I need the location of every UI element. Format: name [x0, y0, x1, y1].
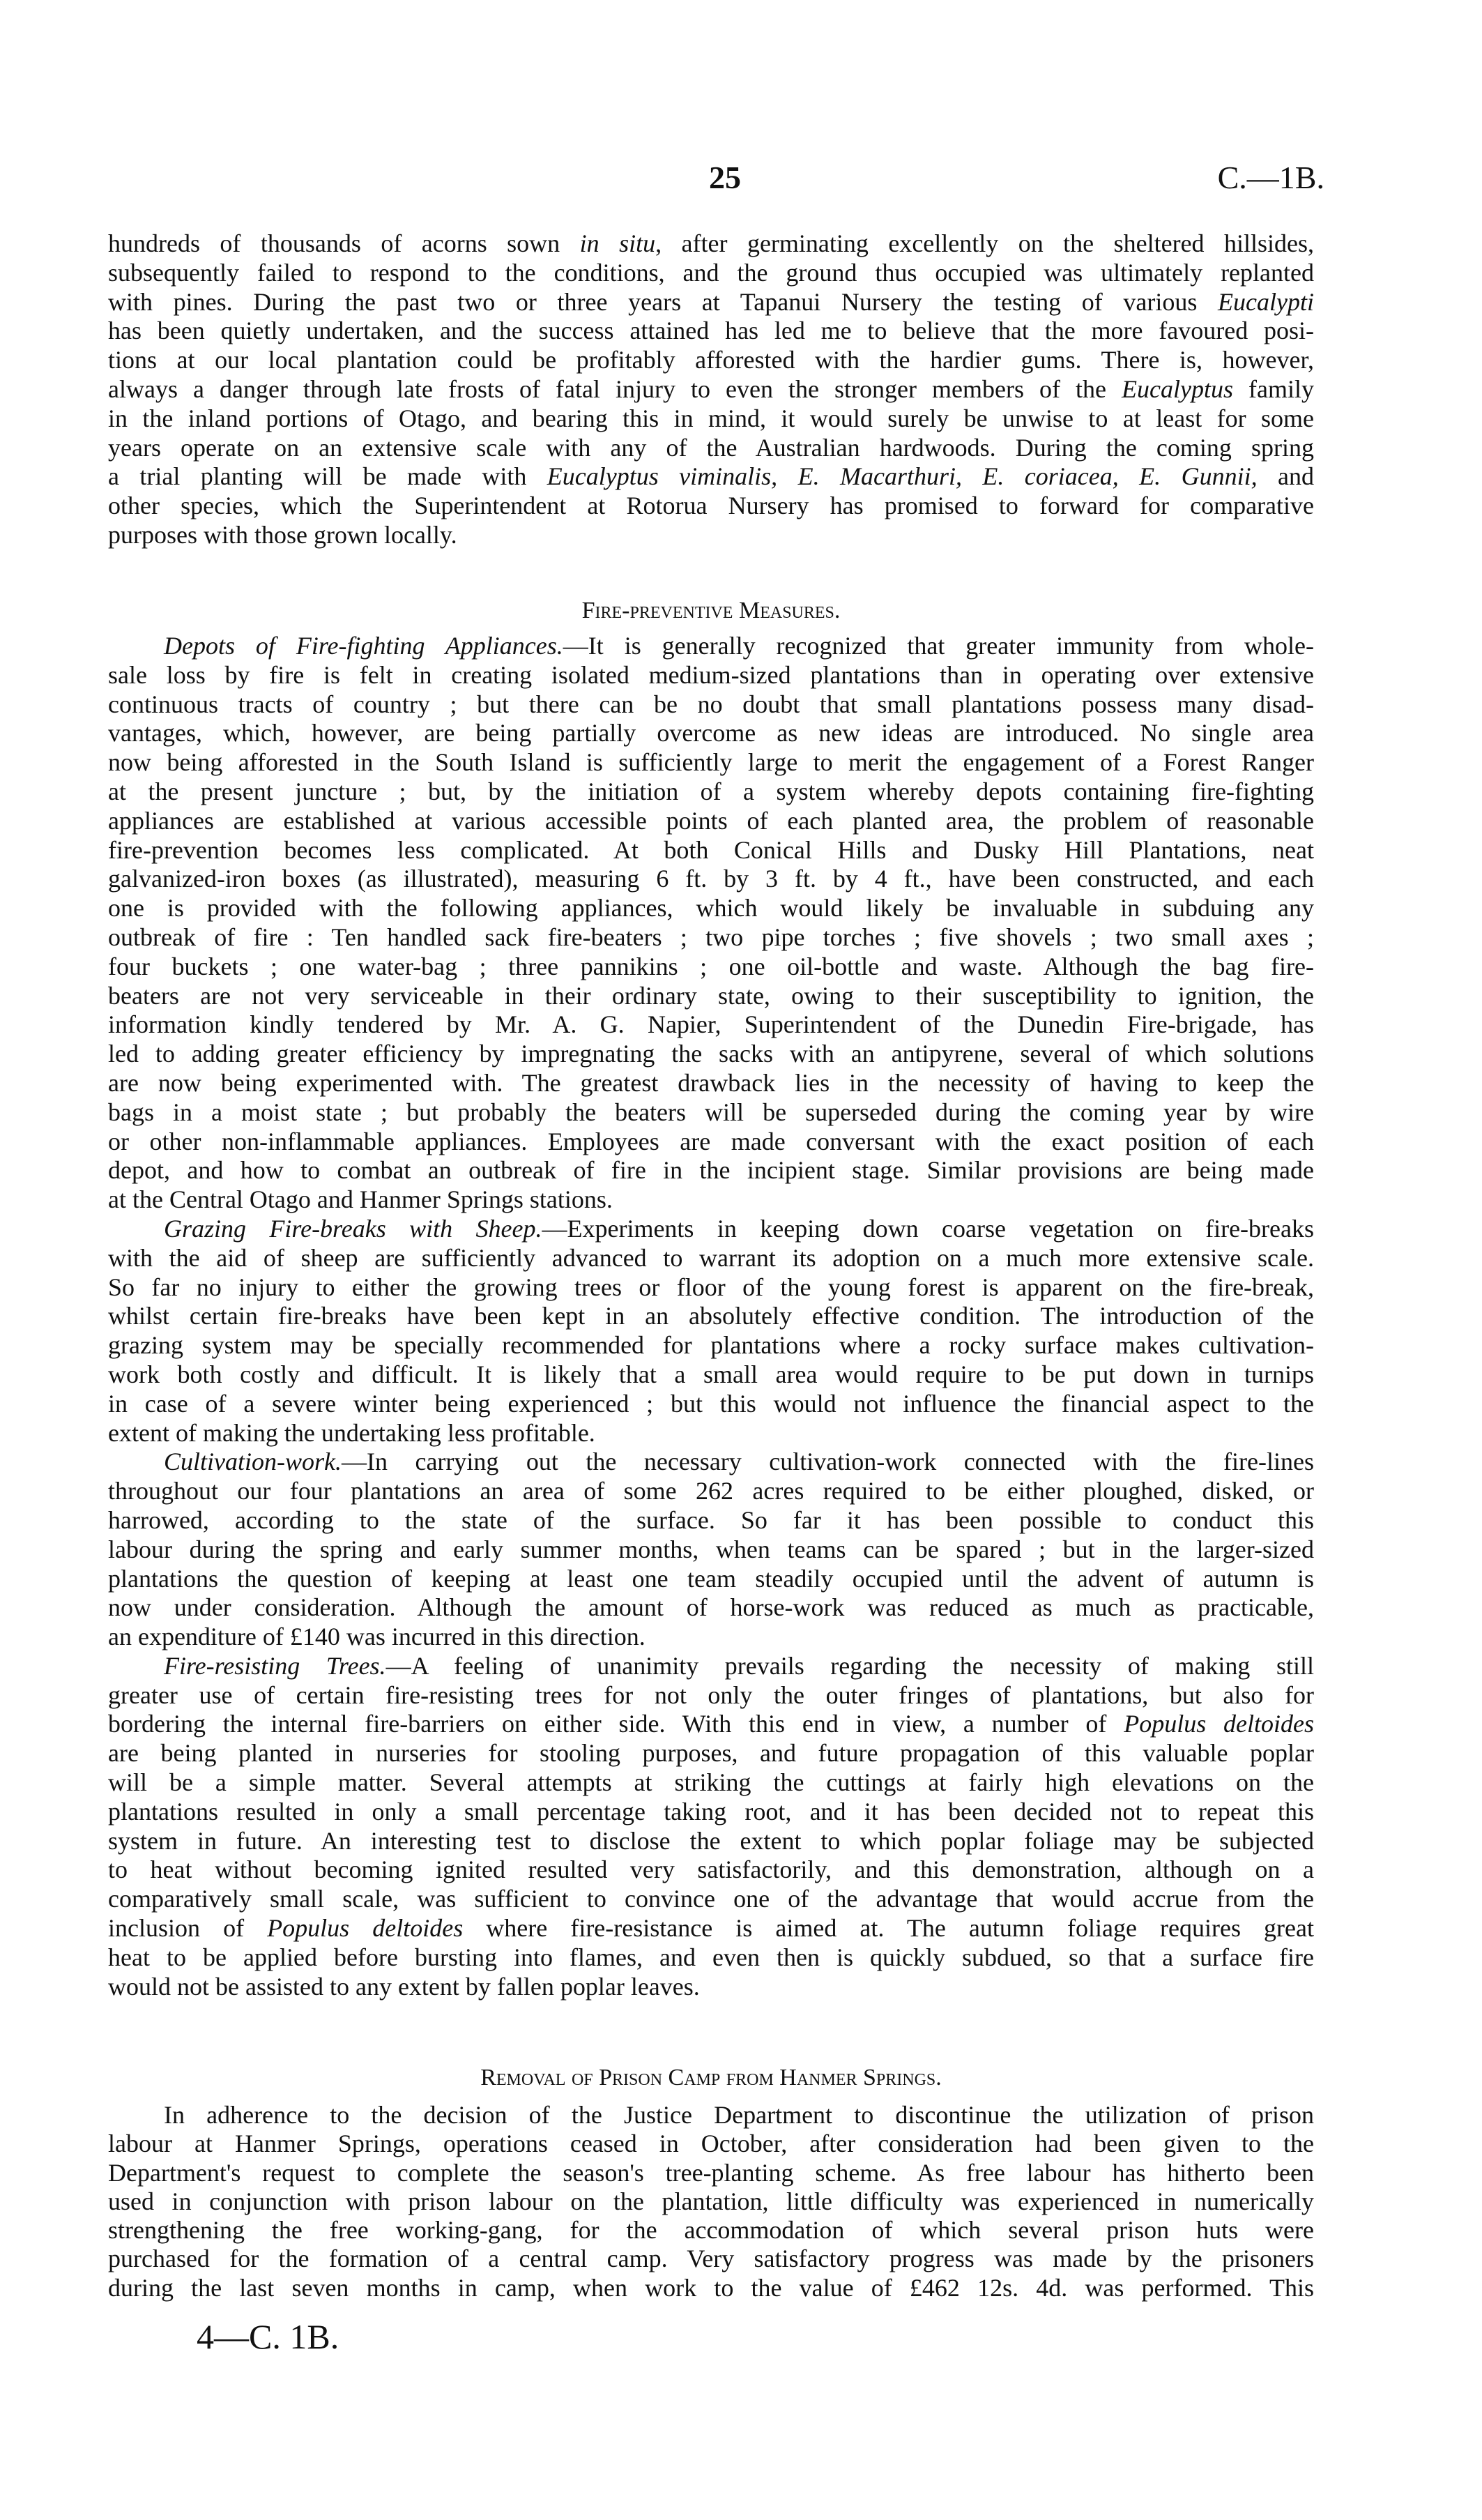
- text-line: [108, 2245, 1314, 2273]
- fire-section-body: [108, 632, 1314, 2001]
- text-line: [108, 1768, 1314, 1798]
- text-line: [108, 1506, 1314, 1535]
- text-run: where fire-resistance is aimed at. The autumn foliage requires great: [463, 1914, 1314, 1943]
- text-line: [108, 1302, 1314, 1331]
- text-run: sale loss by fire is felt in creating isolated medium-sized plantations than in operating over extensive: [108, 660, 1314, 689]
- italic-text: in situ: [579, 229, 656, 257]
- text-line: [108, 229, 1314, 259]
- text-run: at the present juncture ; but, by the initiation of a system whereby depots containing fire-fighting: [108, 777, 1314, 805]
- text-line: [108, 748, 1314, 777]
- text-line: [108, 1156, 1314, 1185]
- text-run: grazing system may be specially recommended for plantations where a rocky surface makes cultivation-: [108, 1331, 1314, 1360]
- text-run: subsequently failed to respond to the conditions, and the ground thus occupied was ultimately replanted: [108, 258, 1314, 287]
- text-line: [108, 1535, 1314, 1565]
- text-run: continuous tracts of country ; but there can be no doubt that small plantations possess many disad-: [108, 690, 1314, 718]
- text-run: purposes with those grown locally.: [108, 520, 457, 549]
- text-line: [108, 404, 1314, 434]
- text-run: work both costly and difficult. It is likely that a small area would require to be put down in turnips: [108, 1360, 1314, 1388]
- text-line: [108, 1273, 1314, 1303]
- text-run: labour during the spring and early summer months, when teams can be spared ; but in the larger-sized: [108, 1535, 1314, 1563]
- italic-text: Grazing Fire-breaks with Sheep.: [164, 1214, 542, 1243]
- italic-text: Fire-resisting Trees.: [164, 1651, 386, 1680]
- text-line: [108, 492, 1314, 521]
- text-run: inclusion of: [108, 1914, 268, 1943]
- text-line: [108, 434, 1314, 463]
- text-run: depot, and how to combat an outbreak of fire in the incipient stage. Similar provisions are being made: [108, 1156, 1314, 1185]
- text-run: —It is generally recognized that greater immunity from whole-: [563, 632, 1315, 660]
- text-line: [108, 2159, 1314, 2187]
- text-run: are being planted in nurseries for stooling purposes, and future propagation of this valuable poplar: [108, 1739, 1314, 1768]
- paragraph: [108, 1448, 1314, 1652]
- text-line: [108, 632, 1314, 661]
- paragraph: [108, 632, 1314, 1215]
- text-line: [108, 1069, 1314, 1098]
- text-line: [108, 1360, 1314, 1390]
- text-run: In adherence to the decision of the Justice Department to discontinue the utilization of prison: [164, 2101, 1314, 2129]
- footer-signature: 4—C. 1B.: [197, 2317, 339, 2356]
- text-run: extent of making the undertaking less profitable.: [108, 1418, 595, 1447]
- page-number: 25: [709, 160, 741, 195]
- text-line: [108, 1973, 1314, 2002]
- text-run: a trial planting will be made with: [108, 462, 547, 491]
- text-run: always a danger through late frosts of fatal injury to even the stronger members of the: [108, 374, 1122, 403]
- text-line: [108, 1914, 1314, 1943]
- italic-text: Populus deltoides: [1124, 1710, 1314, 1738]
- text-line: [108, 1593, 1314, 1623]
- text-run: led to adding greater efficiency by impregnating the sacks with an antipyrene, several of which solutions: [108, 1040, 1314, 1068]
- italic-text: Cultivation-work.: [164, 1448, 342, 1476]
- italic-text: Depots of Fire-fighting Appliances.: [164, 632, 563, 660]
- italic-text: Eucalypti: [1218, 287, 1314, 316]
- text-line: [108, 375, 1314, 404]
- text-run: are now being experimented with. The greatest drawback lies in the necessity of having to keep the: [108, 1068, 1314, 1097]
- text-line: [108, 1390, 1314, 1419]
- text-run: with the aid of sheep are sufficiently advanced to warrant its adoption on a much more extensive scale.: [108, 1243, 1314, 1272]
- text-run: appliances are established at various accessible points of each planted area, the problem of reasonable: [108, 806, 1314, 835]
- text-line: [108, 894, 1314, 923]
- text-run: labour at Hanmer Springs, operations ceased in October, after consideration had been given to the: [108, 2130, 1314, 2158]
- text-line: [108, 1331, 1314, 1360]
- section-heading-prison-camp: Removal of Prison Camp from Hanmer Springs.: [480, 2065, 942, 2090]
- text-run: —In carrying out the necessary cultivation-work connected with the fire-lines: [342, 1448, 1314, 1476]
- text-run: with pines. During the past two or three years at Tapanui Nursery the testing of various: [108, 287, 1219, 316]
- prison-section-body: [108, 2101, 1314, 2302]
- text-line: [108, 2216, 1314, 2245]
- text-run: at the Central Otago and Hanmer Springs stations.: [108, 1185, 613, 1214]
- text-line: [108, 836, 1314, 865]
- text-run: outbreak of fire : Ten handled sack fire-beaters ; two pipe torches ; five shovels ; two small axes ;: [108, 923, 1314, 951]
- text-run: harrowed, according to the state of the surface. So far it has been possible to conduct this: [108, 1505, 1314, 1534]
- text-run: —Experiments in keeping down coarse vegetation on fire-breaks: [542, 1214, 1315, 1243]
- text-line: [108, 1855, 1314, 1885]
- paragraph: [108, 2101, 1314, 2302]
- paragraph: [108, 1652, 1314, 2002]
- text-line: [108, 521, 1314, 550]
- text-line: [108, 1128, 1314, 1157]
- text-line: [108, 259, 1314, 288]
- text-line: [108, 1565, 1314, 1594]
- text-line: [108, 982, 1314, 1011]
- text-line: [108, 1448, 1314, 1477]
- text-line: [108, 1623, 1314, 1652]
- text-line: [108, 690, 1314, 720]
- text-run: heat to be applied before bursting into flames, and even then is quickly subdued, so that a surface fire: [108, 1943, 1314, 1971]
- text-line: [108, 1419, 1314, 1448]
- text-line: [108, 1710, 1314, 1739]
- text-line: [108, 865, 1314, 894]
- text-run: plantations the question of keeping at least one team steadily occupied until the advent of autumn is: [108, 1564, 1314, 1593]
- text-line: [108, 1185, 1314, 1215]
- text-run: hundreds of thousands of acorns sown: [108, 229, 580, 257]
- text-line: [108, 777, 1314, 807]
- text-line: [108, 2130, 1314, 2158]
- text-run: fire-prevention becomes less complicated. At both Conical Hills and Dusky Hill Plantations, neat: [108, 835, 1314, 864]
- text-run: used in conjunction with prison labour on the plantation, little difficulty was experienced in numerically: [108, 2187, 1314, 2215]
- text-run: beaters are not very serviceable in their ordinary state, owing to their susceptibility to ignition, the: [108, 981, 1314, 1010]
- text-line: [108, 1885, 1314, 1914]
- text-run: throughout our four plantations an area of some 262 acres required to be either ploughed, disked, or: [108, 1477, 1314, 1505]
- text-line: [108, 719, 1314, 748]
- text-run: now under consideration. Although the amount of horse-work was reduced as much as practicable,: [108, 1593, 1314, 1622]
- text-run: would not be assisted to any extent by fallen poplar leaves.: [108, 1972, 700, 2001]
- text-run: tions at our local plantation could be profitably afforested with the hardier gums. There is, however,: [108, 346, 1314, 374]
- italic-text: Eucalyptus: [1122, 374, 1233, 403]
- text-line: [108, 923, 1314, 952]
- text-run: —A feeling of unanimity prevails regarding the necessity of making still: [385, 1651, 1314, 1680]
- text-line: [108, 661, 1314, 690]
- text-line: [108, 1739, 1314, 1768]
- italic-text: Populus deltoides: [267, 1914, 464, 1943]
- text-run: bordering the internal fire-barriers on either side. With this end in view, a number of: [108, 1710, 1124, 1738]
- text-run: has been quietly undertaken, and the success attained has led me to believe that the more favoured posi-: [108, 317, 1314, 345]
- document-code: C.—1B.: [1217, 160, 1324, 195]
- text-line: [108, 346, 1314, 375]
- text-run: one is provided with the following appliances, which would likely be invaluable in subduing any: [108, 894, 1314, 923]
- text-run: four buckets ; one water-bag ; three pannikins ; one oil-bottle and waste. Although the bag fire-: [108, 952, 1314, 980]
- text-line: [108, 317, 1314, 346]
- text-run: family: [1232, 374, 1314, 403]
- text-line: [108, 1681, 1314, 1710]
- text-line: [108, 1798, 1314, 1827]
- text-run: other species, which the Superintendent at Rotorua Nursery has promised to forward for comparative: [108, 492, 1314, 520]
- text-line: [108, 1098, 1314, 1128]
- text-run: years operate on an extensive scale with any of the Australian hardwoods. During the coming spring: [108, 433, 1314, 462]
- text-run: Department's request to complete the season's tree-planting scheme. As free labour has hitherto been: [108, 2158, 1314, 2187]
- section-heading-fire-preventive: Fire-preventive Measures.: [581, 598, 841, 623]
- text-run: to heat without becoming ignited resulted very satisfactorily, and this demonstration, although on a: [108, 1855, 1314, 1884]
- text-line: [108, 2187, 1314, 2216]
- text-run: an expenditure of £140 was incurred in this direction.: [108, 1623, 645, 1651]
- text-run: purchased for the formation of a central camp. Very satisfactory progress was made by the prisoners: [108, 2245, 1314, 2273]
- text-line: [108, 1827, 1314, 1856]
- text-line: [108, 1215, 1314, 1244]
- text-line: [108, 288, 1314, 317]
- text-run: system in future. An interesting test to disclose the extent to which poplar foliage may be subjected: [108, 1826, 1314, 1855]
- intro-paragraph: [108, 229, 1314, 550]
- text-run: will be a simple matter. Several attempts at striking the cuttings at fairly high elevations on the: [108, 1768, 1314, 1797]
- text-run: and: [1257, 462, 1314, 491]
- text-run: vantages, which, however, are being partially overcome as new ideas are introduced. No single area: [108, 719, 1314, 747]
- text-run: during the last seven months in camp, when work to the value of £462 12s. 4d. was performed. This: [108, 2273, 1314, 2302]
- text-run: comparatively small scale, was sufficient to convince one of the advantage that would accrue from the: [108, 1885, 1314, 1913]
- text-line: [108, 2101, 1314, 2130]
- text-line: [108, 462, 1314, 492]
- text-line: [108, 1943, 1314, 1973]
- italic-text: Eucalyptus viminalis, E. Macarthuri, E. coriacea, E. Gunnii,: [547, 462, 1258, 491]
- text-run: plantations resulted in only a small percentage taking root, and it has been decided not to repeat this: [108, 1797, 1314, 1826]
- text-line: [108, 1477, 1314, 1506]
- text-line: [108, 807, 1314, 836]
- text-run: greater use of certain fire-resisting trees for not only the outer fringes of plantations, but also for: [108, 1680, 1314, 1709]
- text-run: bags in a moist state ; but probably the beaters will be superseded during the coming year by wire: [108, 1098, 1314, 1126]
- text-line: [108, 2274, 1314, 2302]
- paragraph: [108, 1215, 1314, 1448]
- text-run: in case of a severe winter being experienced ; but this would not influence the financial aspect to the: [108, 1389, 1314, 1418]
- text-run: strengthening the free working-gang, for the accommodation of which several prison huts were: [108, 2216, 1314, 2245]
- text-run: in the inland portions of Otago, and bearing this in mind, it would surely be unwise to at least for some: [108, 404, 1314, 432]
- text-run: galvanized-iron boxes (as illustrated), measuring 6 ft. by 3 ft. by 4 ft., have been constructed, and each: [108, 865, 1314, 893]
- text-line: [108, 1040, 1314, 1069]
- text-run: or other non-inflammable appliances. Employees are made conversant with the exact position of each: [108, 1127, 1314, 1155]
- text-line: [108, 1244, 1314, 1273]
- text-line: [108, 952, 1314, 982]
- text-line: [108, 1010, 1314, 1040]
- text-run: now being afforested in the South Island is sufficiently large to merit the engagement of a Forest Ranger: [108, 748, 1314, 777]
- text-run: whilst certain fire-breaks have been kept in an absolutely effective condition. The introduction of the: [108, 1302, 1314, 1330]
- text-run: So far no injury to either the growing trees or floor of the young forest is apparent on the fire-break,: [108, 1273, 1314, 1301]
- text-line: [108, 1652, 1314, 1681]
- text-run: , after germinating excellently on the sheltered hillsides,: [655, 229, 1315, 257]
- text-run: information kindly tendered by Mr. A. G. Napier, Superintendent of the Dunedin Fire-brigade, has: [108, 1010, 1314, 1039]
